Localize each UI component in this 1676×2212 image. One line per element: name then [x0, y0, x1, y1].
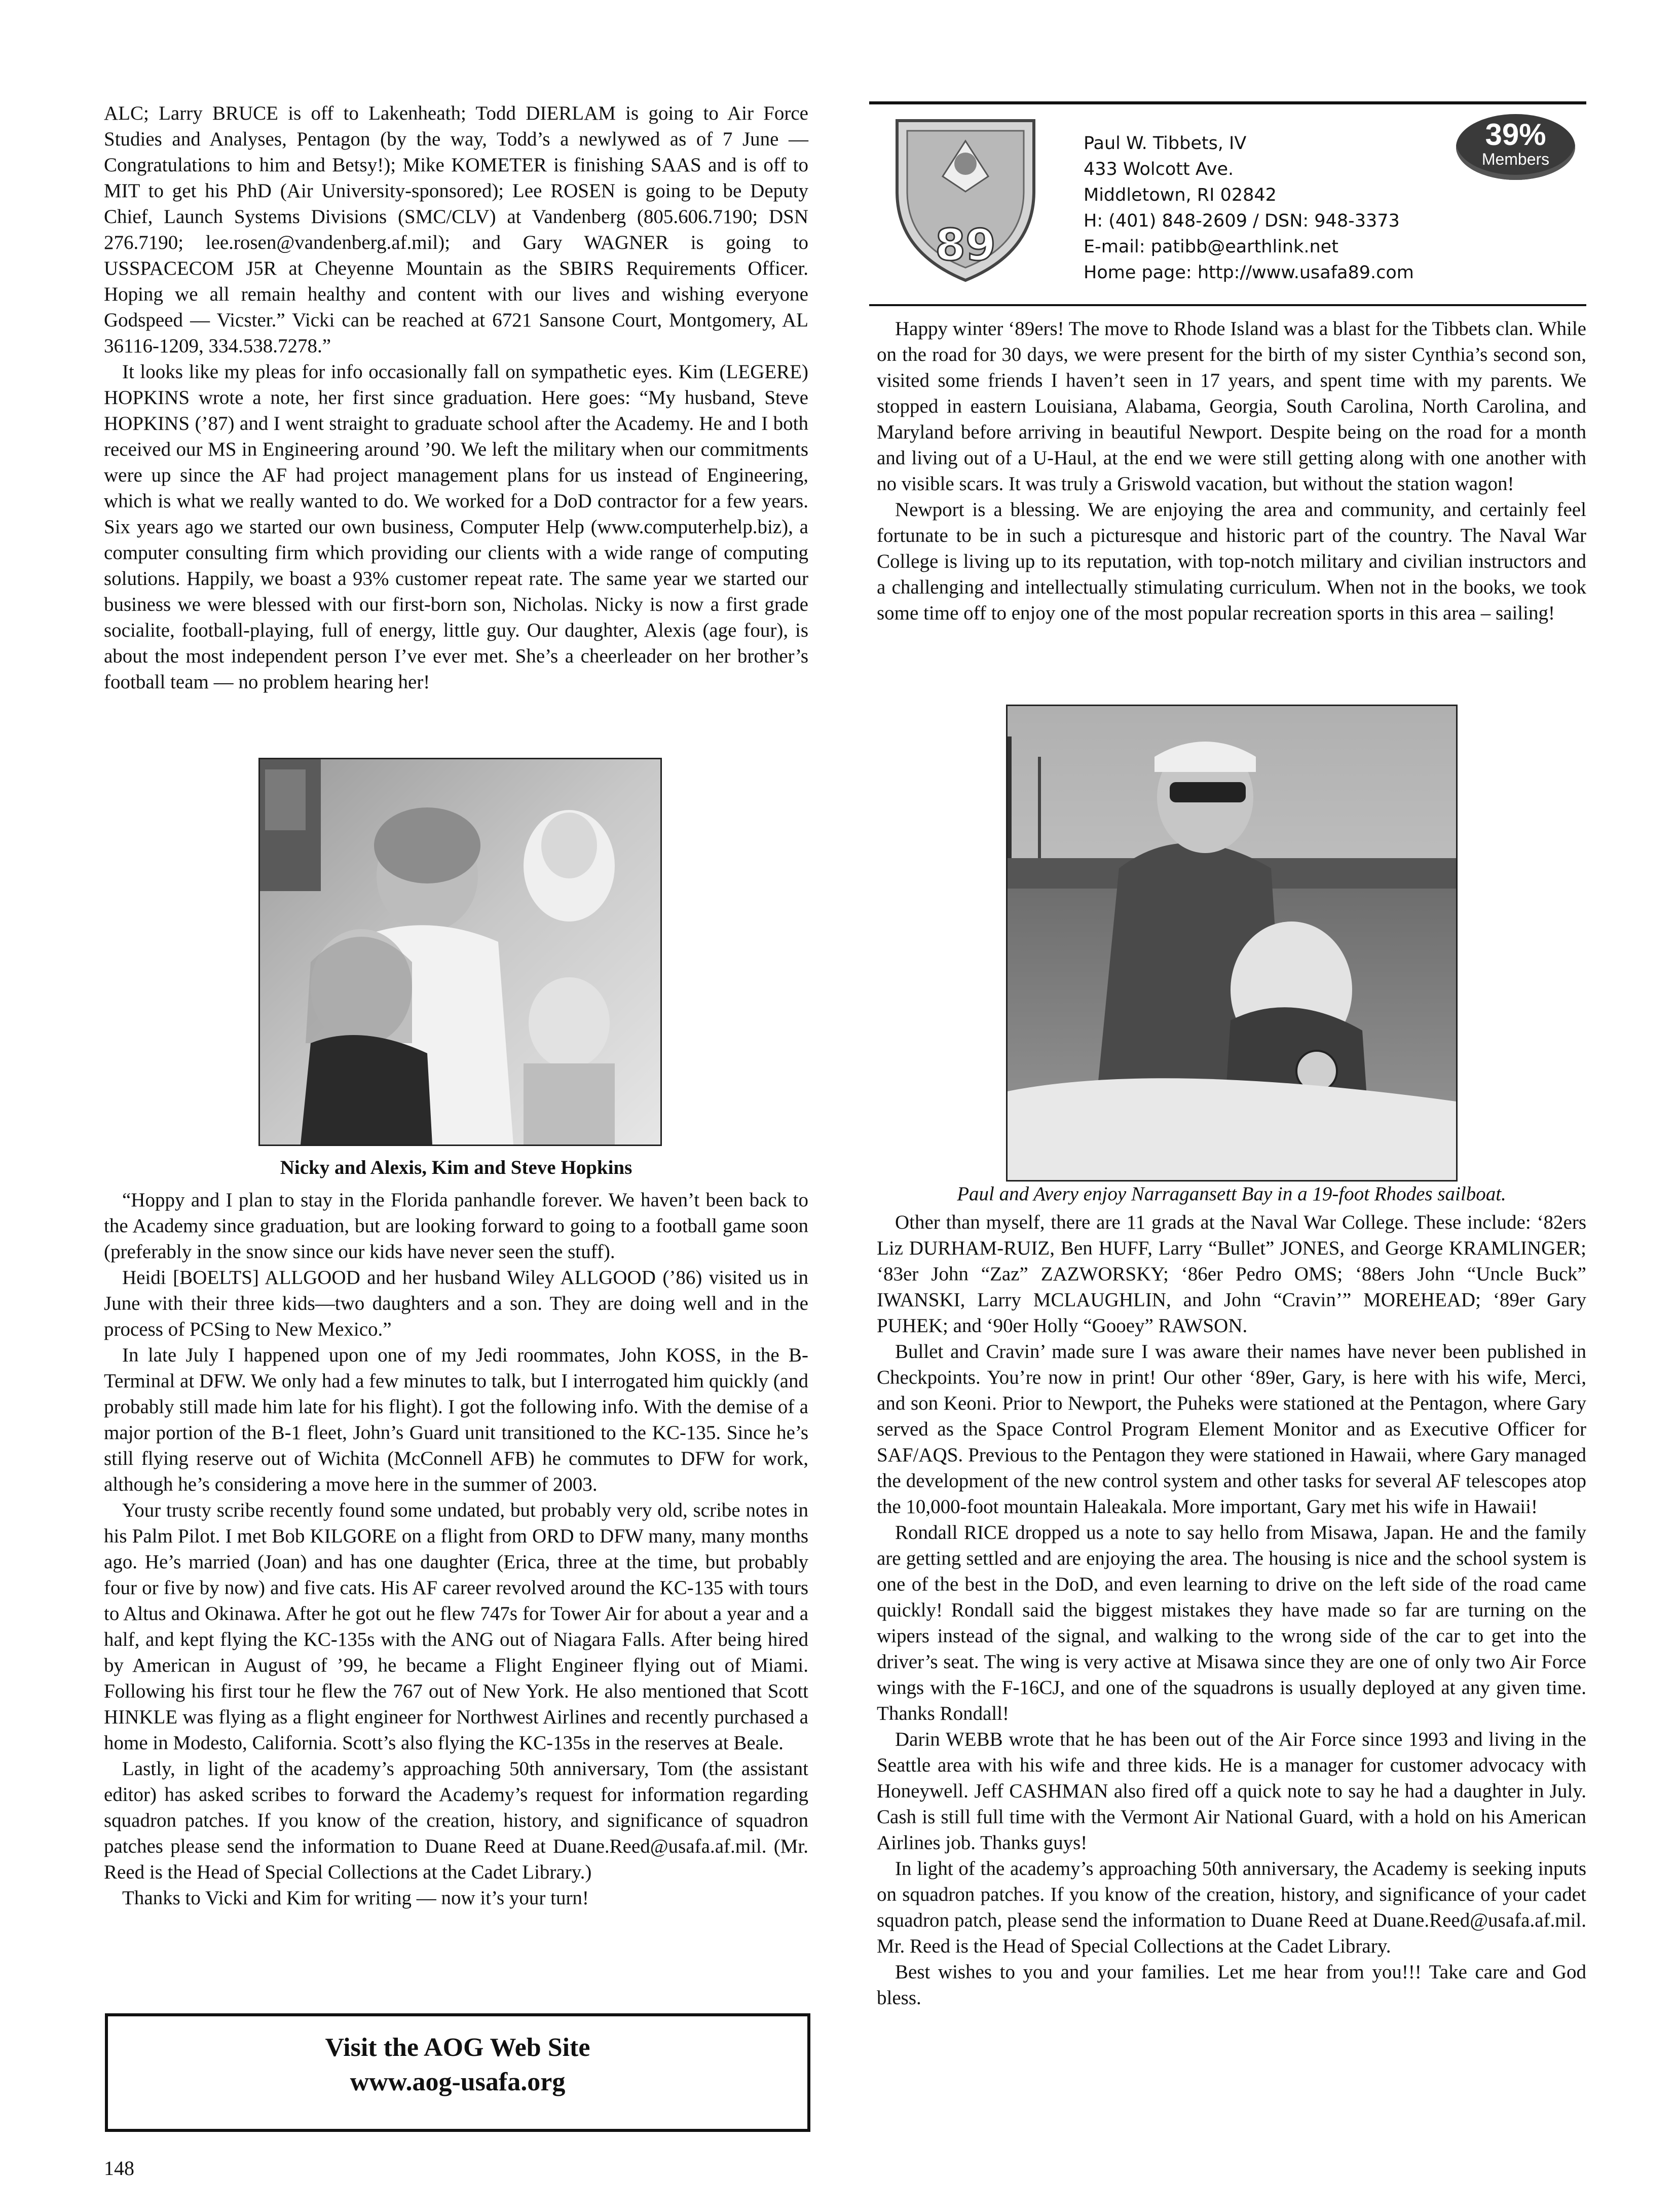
contact-name: Paul W. Tibbets, IV	[1084, 133, 1247, 154]
class-crest-shield-icon	[892, 116, 1039, 283]
paragraph: Happy winter ‘89ers! The move to Rhode Island was a blast for the Tibbets clan. While on the road for 30 days, we were present for the birth of my sister Cynthia’s second son, visited some friends I haven’t seen in 17 years, and spent time with my parents. We stopped in eastern Louisiana, Alabama, Georgia, South Carolina, North Carolina, and Maryland before arriving in beautiful Newport. Despite being on the road for a month and living out of a U-Haul, at the end we were still getting along with one another with no visible scars. It was truly a Griswold vacation, but without the station wagon!	[877, 318, 1586, 495]
class-crest	[892, 116, 1039, 283]
aog-box-title: Visit the AOG Web Site	[325, 2033, 590, 2062]
paragraph: Heidi [BOELTS] ALLGOOD and her husband Wiley ALLGOOD (’86) visited us in June with their three kids—two daughters and a son. They are doing well and in the process of PCSing to New Mexico.”	[104, 1267, 808, 1340]
page-number: 148	[104, 2157, 134, 2180]
aog-box-url[interactable]: www.aog-usafa.org	[350, 2068, 566, 2096]
left-column-bottom	[104, 1187, 808, 1911]
contact-homepage[interactable]: Home page: http://www.usafa89.com	[1084, 263, 1414, 283]
paragraph: Bullet and Cravin’ made sure I was aware their names have never been published in Checkpoints. You’re now in print! Our other ‘89er, Gary, is here with his wife, Merci, and son Keoni. Prior to Newport, the Puheks were stationed at the Pentagon, where Gary served as the Space Control Program Element Monitor and as Executive Officer for SAF/AQS. Previous to the Pentagon they were stationed in Hawaii, where Gary managed the development of the new control system and other tasks for several AF telescopes atop the 10,000-foot mountain Haleakala. More important, Gary met his wife in Hawaii!	[877, 1341, 1586, 1518]
paragraph: Other than myself, there are 11 grads at the Naval War College. These include: ‘82ers Liz DURHAM-RUIZ, Ben HUFF, Larry “Bullet” JONES, and George KRAMLINGER; ‘83er John “Zaz” ZAZWORSKY; ‘86er Pedro OMS; ‘88ers John “Uncle Buck” IWANSKI, Larry MCLAUGHLIN, and John “Cravin’” MOREHEAD; ‘89er Gary PUHEK; and ‘90er Holly “Gooey” RAWSON.	[877, 1211, 1586, 1337]
membership-badge	[1456, 114, 1575, 180]
contact-city: Middletown, RI 02842	[1084, 185, 1277, 205]
paragraph: Your trusty scribe recently found some undated, but probably very old, scribe notes in his Palm Pilot. I met Bob KILGORE on a flight from ORD to DFW many, many months ago. He’s married (Joan) and has one daughter (Erica, three at the time, but probably four or five by now) and five cats. His AF career revolved around the KC-135 with tours to Altus and Okinawa. After he got out he flew 747s for Tower Air for about a year and a half, and kept flying the KC-135s with the ANG out of Niagara Falls. After being hired by American in August of ’99, he became a Flight Engineer flying out of Miami. Following his first tour he flew the 767 out of New York. He also mentioned that Scott HINKLE was flying as a flight engineer for Northwest Airlines and recently purchased a home in Modesto, California. Scott’s also flying the KC-135s in the reserves at Beale.	[104, 1499, 808, 1754]
header-rule-bottom	[869, 304, 1586, 306]
contact-street: 433 Wolcott Ave.	[1084, 159, 1234, 179]
paragraph: Darin WEBB wrote that he has been out of the Air Force since 1993 and living in the Seattle area with his wife and three kids. He is a manager for customer advocacy with Honeywell. Jeff CASHMAN also fired off a quick note to say he had a daughter in July. Cash is still full time with the Vermont Air National Guard, with a hold on his American Airlines job. Thanks guys!	[877, 1728, 1586, 1854]
contact-block	[1084, 131, 1479, 286]
contact-phone: H: (401) 848-2609 / DSN: 948-3373	[1084, 211, 1400, 231]
left-photo-caption: Nicky and Alexis, Kim and Steve Hopkins	[280, 1157, 632, 1178]
paragraph: Newport is a blessing. We are enjoying the area and community, and certainly feel fortunate to be in such a picturesque and historic part of the country. The Naval War College is living up to its reputation, with top-notch military and civilian instructors and a challenging and intellectually stimulating curriculum. When not in the books, we took some time off to enjoy one of the most popular recreation sports in this area – sailing!	[877, 499, 1586, 624]
paragraph: In light of the academy’s approaching 50th anniversary, the Academy is seeking inputs on squadron patches. If you know of the creation, history, and significance of your cadet squadron patch, please send the information to Duane Reed at Duane.Reed@usafa.af.mil. Mr. Reed is the Head of Special Collections at the Cadet Library.	[877, 1858, 1586, 1957]
header-rule-top	[869, 101, 1586, 104]
family-portrait-image	[260, 759, 660, 1145]
contact-email[interactable]: E-mail: patibb@earthlink.net	[1084, 237, 1338, 257]
paragraph: “Hoppy and I plan to stay in the Florida panhandle forever. We haven’t been back to the Academy since graduation, but are looking forward to going to a football game soon (preferably in the snow since our kids have never seen the stuff).	[104, 1189, 808, 1263]
aog-website-box[interactable]	[105, 2013, 810, 2132]
paragraph: Thanks to Vicki and Kim for writing — now it’s your turn!	[122, 1887, 589, 1909]
membership-label: Members	[1481, 150, 1550, 168]
membership-percent: 39%	[1485, 118, 1546, 152]
paragraph: Lastly, in light of the academy’s approaching 50th anniversary, Tom (the assistant editor) has asked scribes to forward the Academy’s request for information regarding squadron patches. If you know of the creation, history, and significance of squadron patches please send the information to Duane Reed at Duane.Reed@usafa.af.mil. (Mr. Reed is the Head of Special Collections at the Cadet Library.)	[104, 1758, 808, 1883]
hopkins-family-photo	[258, 758, 662, 1146]
sailing-image	[1008, 706, 1456, 1180]
crest-year: 89	[935, 220, 996, 271]
left-column-top	[104, 100, 808, 695]
right-photo-caption: Paul and Avery enjoy Narragansett Bay in a 19-foot Rhodes sailboat.	[957, 1183, 1506, 1205]
paragraph: Best wishes to you and your families. Let me hear from you!!! Take care and God bless.	[877, 1961, 1586, 2009]
sailboat-photo	[1006, 705, 1458, 1182]
right-column-bottom	[877, 1209, 1586, 2011]
paragraph: Rondall RICE dropped us a note to say hello from Misawa, Japan. He and the family are getting settled and are enjoying the area. The housing is nice and the school system is one of the best in the DoD, and even learning to drive on the left side of the road came quickly! Rondall said the biggest mistakes they have made so far are turning on the wipers instead of the signal, and walking to the wrong side of the car to get into the driver’s seat. The wing is very active at Misawa since they are one of only two Air Force wings with the F-16CJ, and one of the squadrons is usually deployed at any given time. Thanks Rondall!	[877, 1522, 1586, 1724]
right-column-top	[877, 316, 1586, 626]
paragraph: ALC; Larry BRUCE is off to Lakenheath; Todd DIERLAM is going to Air Force Studies and Analyses, Pentagon (by the way, Todd’s a newlywed as of 7 June — Congratulations to him and Betsy!); Mike KOMETER is finishing SAAS and is off to MIT to get his PhD (Air University-sponsored); Lee ROSEN is going to be Deputy Chief, Launch Systems Divisions (SMC/CLV) at Vandenberg (805.606.7190; DSN 276.7190; lee.rosen@vandenberg.af.mil); and Gary WAGNER is going to USSPACECOM J5R at Cheyenne Mountain as the SBIRS Requirements Officer. Hoping we all remain healthy and content with our lives and wishing everyone Godspeed — Vicster.” Vicki can be reached at 6721 Sansone Court, Montgomery, AL 36116-1209, 334.538.7278.”	[104, 102, 808, 357]
paragraph: It looks like my pleas for info occasionally fall on sympathetic eyes. Kim (LEGERE) HOPKINS wrote a note, her first since graduation. Here goes: “My husband, Steve HOPKINS (’87) and I went straight to graduate school after the Academy. He and I both received our MS in Engineering around ’90. We left the military when our commitments were up since the AF had project management plans for us instead of Engineering, which is what we really wanted to do. We worked for a DoD contractor for a few years. Six years ago we started our own business, Computer Help (www.computerhelp.biz), a computer consulting firm which providing our clients with a wide range of computing solutions. Happily, we boast a 93% customer repeat rate. The same year we started our business we were blessed with our first-born son, Nicholas. Nicky is now a first grade socialite, football-playing, full of energy, little guy. Our daughter, Alexis (age four), is about the most independent person I’ve ever met. She’s a cheerleader on her brother’s football team — no problem hearing her!	[104, 361, 808, 693]
paragraph: In late July I happened upon one of my Jedi roommates, John KOSS, in the B-Terminal at DFW. We only had a few minutes to talk, but I interrogated him quickly (and probably still made him late for his flight). I got the following info. With the demise of a major portion of the B-1 fleet, John’s Guard unit transitioned to the KC-135. Since he’s still flying reserve out of Wichita (McConnell AFB) he commutes to DFW for work, although he’s considering a move here in the summer of 2003.	[104, 1344, 808, 1495]
